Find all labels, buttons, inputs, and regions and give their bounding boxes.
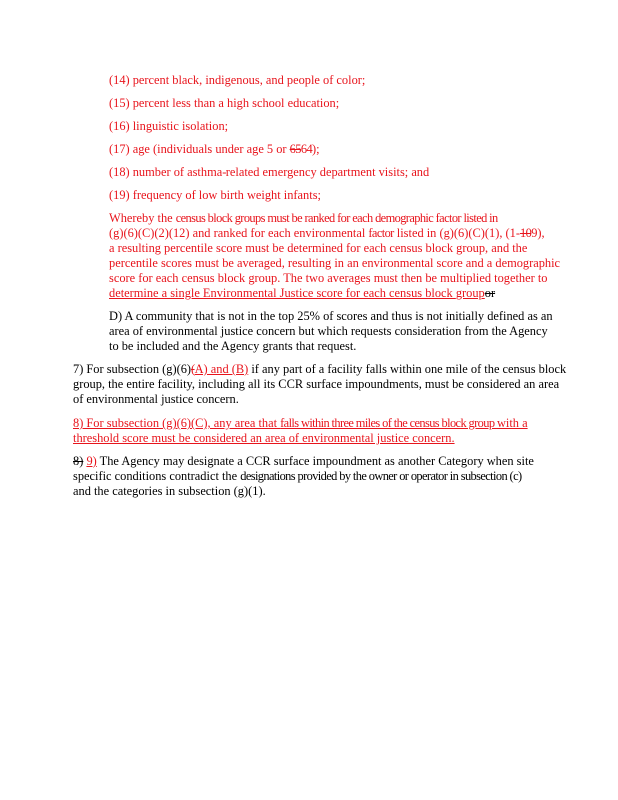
- para-d-line-3: to be included and the Agency grants that request.: [109, 339, 357, 353]
- inserted-text: A) and (B): [194, 362, 249, 376]
- para-7-line-3: of environmental justice concern.: [73, 392, 239, 406]
- para-d-line-2: area of environmental justice concern but which requests consideration from the Agency: [109, 324, 548, 338]
- deleted-text: 65: [289, 142, 301, 156]
- whereby-line-1: Whereby the census block groups must be ranked for each demographic factor listed in: [109, 211, 498, 225]
- whereby-line-3: a resulting percentile score must be determined for each census block group, and the: [109, 241, 528, 255]
- deleted-text: or: [484, 286, 496, 300]
- list-item-18: (18) number of asthma-related emergency department visits; and: [109, 165, 430, 179]
- list-item-14: (14) percent black, indigenous, and people of color;: [109, 73, 366, 87]
- whereby-line-6: determine a single Environmental Justice score for each census block groupor: [109, 286, 496, 300]
- para-7-line-2: group, the entire facility, including all its CCR surface impoundments, must be considered an area: [73, 377, 560, 391]
- whereby-line-5: score for each census block group. The two averages must then be multiplied together to: [109, 271, 548, 285]
- inserted-text: -: [222, 165, 226, 179]
- list-item-19: (19) frequency of low birth weight infants;: [109, 188, 321, 202]
- para-9-line-3: and the categories in subsection (g)(1).: [73, 484, 266, 498]
- para-d-line-1: D) A community that is not in the top 25% of scores and thus is not initially defined as an: [109, 309, 553, 323]
- para-7-line-1: 7) For subsection (g)(6)(A) and (B) if any part of a facility falls within one mile of the census block: [73, 362, 567, 376]
- inserted-text: 9): [86, 454, 97, 468]
- whereby-line-2: (g)(6)(C)(2)(12) and ranked for each environmental factor listed in (g)(6)(C)(1), (1-109),: [109, 226, 545, 240]
- deleted-text: (: [191, 362, 195, 376]
- inserted-text: 64: [300, 142, 313, 156]
- list-item-16: (16) linguistic isolation;: [109, 119, 229, 133]
- list-item-15: (15) percent less than a high school education;: [109, 96, 340, 110]
- list-item-17: (17) age (individuals under age 5 or 6564);: [109, 142, 320, 156]
- para-8-new-line-2: threshold score must be considered an area of environmental justice concern.: [73, 431, 455, 445]
- whereby-line-4: percentile scores must be averaged, resulting in an environmental score and a demographic: [109, 256, 561, 270]
- para-9-line-1: 8) 9) The Agency may designate a CCR surface impoundment as another Category when site: [73, 454, 534, 468]
- para-8-new-line-1: 8) For subsection (g)(6)(C), any area that falls within three miles of the census block group with a: [73, 416, 528, 430]
- deleted-text: 10: [519, 226, 532, 240]
- deleted-text: 8): [73, 454, 84, 468]
- para-9-line-2: specific conditions contradict the designations provided by the owner or operator in subsection (c): [73, 469, 522, 483]
